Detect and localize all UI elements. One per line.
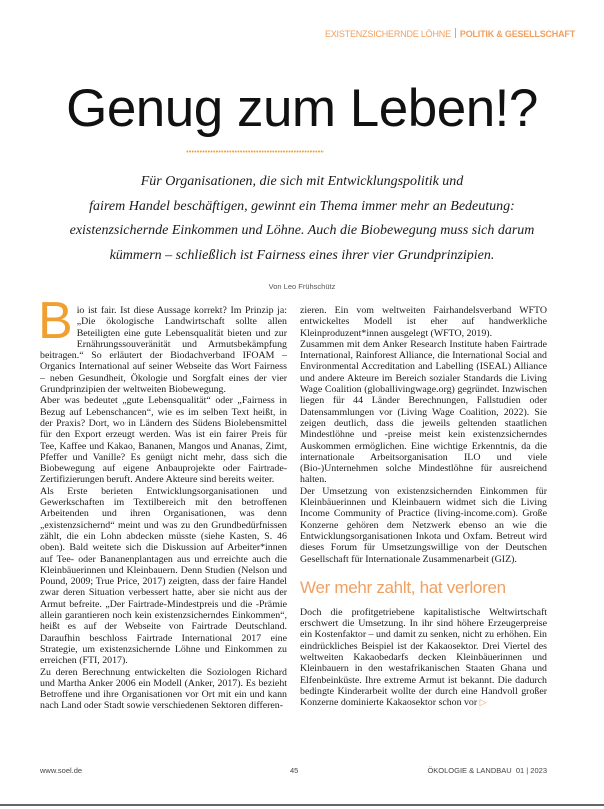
- header-topic: EXISTENZSICHERNDE LÖHNE: [324, 29, 451, 39]
- paragraph: Bio ist fair. Ist diese Aussage korrekt? Im Prinzip ja: „Die ökologische Landwirtschaft sollte allen Beteiligten eine gute Lebensqualität bieten und zur Ernährungssouveränität und Armutsbekämpfung beitragen.“ So erläutert der Biodachverband IFOAM – Organics International auf seiner Webseite das Wort Fairness – neben Gesundheit, Ökologie und Sorgfalt eines der vier Grundprinzipien der weltweiten Biobewegung.: [38, 292, 287, 396]
- footer-issue: 01 | 2023: [515, 766, 547, 775]
- footer-website: www.soel.de: [40, 766, 83, 775]
- running-header: [325, 28, 575, 39]
- intro-line: existenzsichernde Einkommen und Löhne. Auch die Biobewegung muss sich darum: [69, 223, 535, 239]
- intro-line: fairem Handel beschäftigen, gewinnt ein Thema immer mehr an Bedeutung:: [89, 198, 515, 214]
- paragraph: Aber was bedeutet „gute Lebensqualität“ oder „Fairness in Bezug auf Lebenschancen“, wie es im selben Text heißt, in der Praxis? Dort, wo in Ländern des Südens Biolebensmittel für den Export erzeugt werden. Was ist ein fairer Preis für Tee, Kaffee und Kakao, Bananen, Mangos und Ananas, Zimt, Pfeffer und Vanille? Es genügt nicht mehr, dass sich die Biobewegung auf eigene Anbauprojekte oder Fairtrade-Zertifizierungen beruft. Andere Akteure sind bereits weiter.: [40, 395, 287, 486]
- continue-arrow-icon: ▷: [479, 697, 487, 708]
- paragraph: Als Erste berieten Entwicklungsorganisationen und Gewerkschaften im Textilbereich mit den betroffenen Arbeitenden und ihren Organisationen, was denn „existenzsichernd“ meint und was zu den Grundbedürfnissen zählt, die ein Lohn abdecken müsste (siehe Kasten, S. 46 oben). Bald weitete sich die Diskussion auf Arbeiter*innen auf Tee- oder Bananenplantagen aus und erreichte auch die Kleinbäuerinnen und Kleinbauern. Denn Studien (Nelson und Pound, 2009; True Price, 2017) zeigten, dass der faire Handel zwar deren Situation verbessert hatte, aber sie nicht aus der Armut befreite. „Der Fairtrade-Mindestpreis und die -Prämie allein garantieren noch kein existenzsicherndes Einkommen“, heißt es auf der Webseite von Fairtrade Deutschland. Daraufhin beschloss Fairtrade International 2017 eine Strategie, um existenzsichernde Löhne und Einkommen zu erreichen (FTI, 2017).: [40, 485, 287, 667]
- dotted-divider: [186, 150, 324, 153]
- page-number: 45: [290, 766, 299, 775]
- paragraph: Doch die profitgetriebene kapitalistische Weltwirtschaft erschwert die Umsetzung. In ihr sind höhere Erzeugerpreise ein Kostenfaktor – und damit zu senken, nicht zu erhöhen. Ein eindrückliches Beispiel ist der Kakaosektor. Drei Viertel des weltweiten Kakaobedarfs decken Kleinbäuerinnen und Kleinbauern in den westafrikanischen Staaten Ghana und Elfenbeinküste. Ihre extreme Armut ist bekannt. Die dadurch bedingte Kinderarbeit wollte der durch eine Handvoll großer Konzerne dominierte Kakaosektor schon vor ▷: [300, 606, 547, 709]
- paragraph: zieren. Ein vom weltweiten Fairhandelsverband WFTO entwickeltes Modell ist eher auf handwerkliche Kleinproduzent*innen ausgelegt (WFTO, 2019).: [300, 305, 547, 339]
- article-title: Genug zum Leben!?: [66, 79, 538, 138]
- paragraph: Zu deren Berechnung entwickelten die Soziologen Richard und Martha Anker 2006 ein Modell (Anker, 2017). Es bezieht Betroffene und ihre Organisationen vor Ort mit ein und kann nach Land oder Stadt sowie verschiedenen Sektoren differen-: [40, 666, 287, 712]
- intro-line: Für Organisationen, die sich mit Entwicklungspolitik und: [140, 174, 464, 189]
- paragraph: Zusammen mit dem Anker Research Institute haben Fairtrade International, Rainforest Alliance, die International Social and Environmental Accreditation and Labelling (ISEAL) Alliance und andere Akteure im Bereich sozialer Standards die Living Wage Coalition (globallivingwage.org) gegründet. Inzwischen liegen für 44 Länder Berechnungen, Fallstudien oder Datensammlungen vor (Living Wage Coalition, 2022). Sie zeigen deutlich, dass die jeweils geltenden staatlichen Mindestlöhne und -preise meist kein existenzsicherndes Auskommen ermöglichen. Eine wichtige Erkenntnis, da die internationale Arbeitsorganisation ILO und viele (Bio-)Unternehmen solche Mindestlöhne für ausreichend halten.: [300, 338, 547, 486]
- drop-cap: B: [38, 292, 73, 350]
- left-column: [38, 292, 287, 712]
- subheading: Wer mehr zahlt, hat verloren: [300, 577, 506, 597]
- article-intro: [40, 170, 564, 268]
- intro-line: kümmern – schließlich ist Fairness eines ihrer vier Grundprinzipien.: [109, 247, 495, 263]
- byline: Von Leo Frühschütz: [268, 282, 336, 291]
- right-column: [300, 305, 547, 709]
- page-edge: [0, 804, 604, 806]
- paragraph: Der Umsetzung von existenzsichernden Einkommen für Kleinbäuerinnen und Kleinbauern widmet sich die Living Income Community of Practice (living-income.com). Große Konzerne gehören dem Netzwerk ebenso an wie die Entwicklungsorganisationen Inkota und Oxfam. Betreut wird dieses Forum für Umsetzungswillige von der Deutschen Gesellschaft für Internationale Zusammenarbeit (GIZ).: [300, 485, 547, 565]
- header-section: POLITIK & GESELLSCHAFT: [459, 29, 575, 39]
- header-divider: [455, 28, 456, 38]
- footer-magazine: ÖKOLOGIE & LANDBAU 01 | 2023: [427, 766, 547, 775]
